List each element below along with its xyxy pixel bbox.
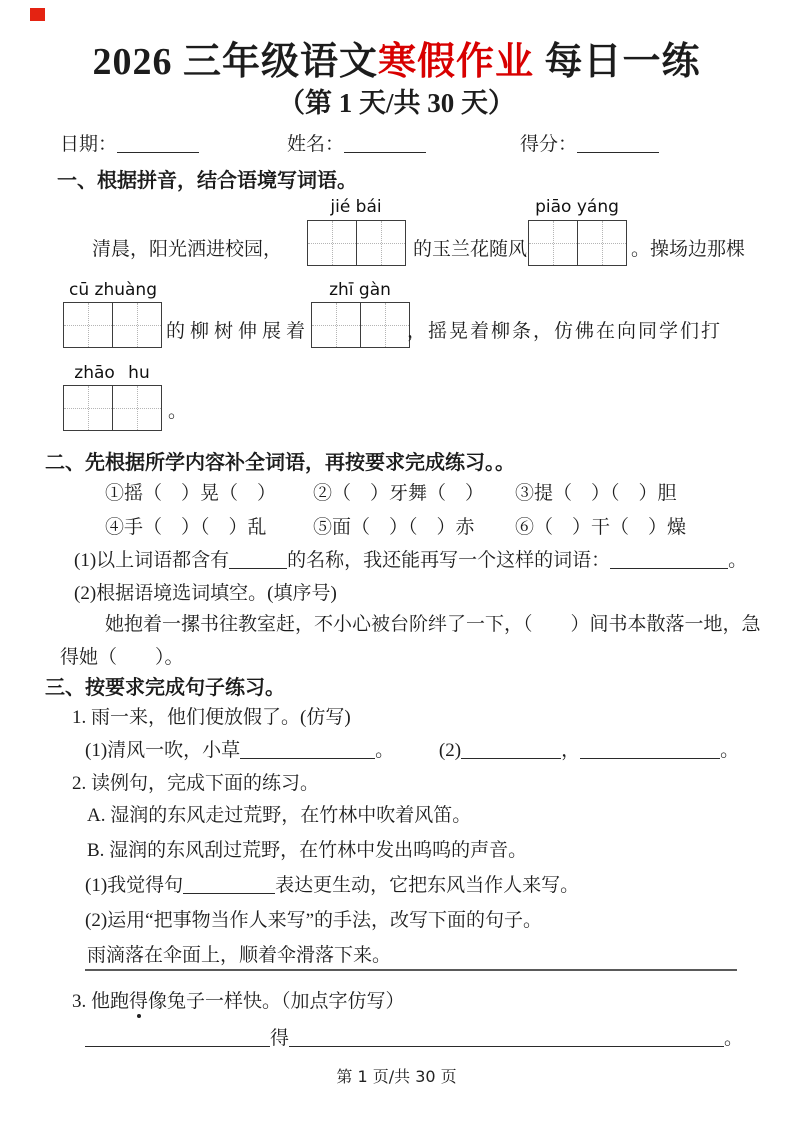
s3-q3-pre: 3. 他跑 xyxy=(72,991,130,1012)
word-item-5: ⑤面（ ）（ ）赤 xyxy=(313,517,475,538)
section2-heading: 二、先根据所学内容补全词语，再按要求完成练习。。 xyxy=(45,452,515,474)
pinyin-label-zhigan: zhī gàn xyxy=(329,280,391,300)
section3-heading: 三、按要求完成句子练习。 xyxy=(45,677,285,699)
pinyin-label-piaoyang: piāo yáng xyxy=(535,197,619,217)
name-label: 姓名： xyxy=(287,134,345,155)
word-item-2: ②（ ）牙舞（ ） xyxy=(313,483,485,504)
writing-grid-zhigan[interactable] xyxy=(311,302,410,348)
word-item-3: ③提（ ）（ ）胆 xyxy=(515,483,677,504)
date-field xyxy=(60,129,199,156)
score-label: 得分： xyxy=(520,134,578,155)
date-label: 日期： xyxy=(60,134,118,155)
word-item-6: ⑥（ ）干（ ）燥 xyxy=(515,517,687,538)
s3-q2-sub2: (2)运用“把事物当作人来写”的手法，改写下面的句子。 xyxy=(85,910,543,931)
score-input-line[interactable] xyxy=(577,136,659,153)
s3-q1b-pre: (2) xyxy=(438,740,462,761)
s3-q2-sub1 xyxy=(85,870,579,897)
s3-q1-answer-row xyxy=(85,735,739,762)
pinyin-label-jiebai: jié bái xyxy=(330,197,382,217)
s3-q2-answer-line[interactable] xyxy=(85,969,737,971)
date-input-line[interactable] xyxy=(117,136,199,153)
word-item-4: ④手（ ）（ ）乱 xyxy=(105,517,267,538)
s3-q1a-group xyxy=(85,740,394,761)
s3-q2-sub1-pre: (1)我觉得句 xyxy=(85,875,184,896)
s1-line2-text1: 的柳树伸展着 xyxy=(166,321,311,342)
s3-question3 xyxy=(72,986,405,1013)
s3-q2-source-sentence: 雨滴落在伞面上，顺着伞滑落下来。 xyxy=(87,945,392,966)
s1-line2-text2: ，摇晃着柳条，仿佛在向同学们打 xyxy=(407,321,723,342)
s3-q1b-end: 。 xyxy=(720,740,740,761)
page-number: 第 1 页/共 30 页 xyxy=(336,1067,457,1086)
s3-question1: 1. 雨一来，他们便放假了。(仿写) xyxy=(72,707,351,728)
s3-q2-sub1-post: 表达更生动，它把东风当作人来写。 xyxy=(275,875,580,896)
page-subtitle: （第 1 天/共 30 天） xyxy=(277,88,515,118)
corner-marker xyxy=(30,8,45,21)
page-title xyxy=(0,30,793,85)
s3-q1a-pre: (1)清风一吹，小草 xyxy=(85,740,241,761)
s1-line1-text1: 清晨，阳光洒进校园， xyxy=(92,239,283,260)
pinyin-label-cuzhuang: cū zhuàng xyxy=(69,280,157,300)
s3-q1b-group xyxy=(439,740,739,761)
s2-q1-blank2[interactable] xyxy=(610,552,728,569)
s3-q1b-comma: ， xyxy=(561,740,581,761)
s2-question1 xyxy=(74,545,747,572)
writing-grid-piaoyang[interactable] xyxy=(528,220,627,266)
s3-q2-sub1-blank[interactable] xyxy=(183,877,275,894)
s3-q3-end: 。 xyxy=(724,1028,744,1049)
s1-line1-text3: 。操场边那棵 xyxy=(631,239,746,260)
s3-q2-example-a: A. 湿润的东风走过荒野，在竹林中吹着风笛。 xyxy=(87,805,472,826)
s3-q3-post: 像兔子一样快。（加点字仿写） xyxy=(148,991,405,1012)
s2-question2: (2)根据语境选词填空。(填序号) xyxy=(74,583,337,604)
s3-q1b-blank1[interactable] xyxy=(461,742,561,759)
name-field xyxy=(287,129,426,156)
pinyin-label-zhaohu: zhāo hu xyxy=(74,363,150,383)
word-item-1: ①摇（ ）晃（ ） xyxy=(105,483,277,504)
name-input-line[interactable] xyxy=(344,136,426,153)
s3-q3-blank1[interactable] xyxy=(85,1030,270,1047)
s3-q3-dotted-char: 得 xyxy=(129,986,148,1013)
s3-q1b-blank2[interactable] xyxy=(580,742,720,759)
score-field xyxy=(520,129,659,156)
s3-q3-answer-row xyxy=(85,1023,743,1050)
s2-q2-sentence-line1: 她抱着一摞书往教室赶，不小心被台阶绊了一下，（ ）间书本散落一地，急 xyxy=(105,614,761,635)
writing-grid-cuzhuang[interactable] xyxy=(63,302,162,348)
title-highlight: 寒假作业 xyxy=(377,41,534,83)
s3-q2-example-b: B. 湿润的东风刮过荒野，在竹林中发出呜呜的声音。 xyxy=(87,840,528,861)
s3-q1a-blank[interactable] xyxy=(240,742,375,759)
s3-q1a-end: 。 xyxy=(375,740,395,761)
s3-question2: 2. 读例句，完成下面的练习。 xyxy=(72,773,320,794)
s3-q3-mid: 得 xyxy=(270,1028,290,1049)
s1-line1-text2: 的玉兰花随风 xyxy=(413,239,528,260)
s2-q2-sentence-line2: 得她（ ）。 xyxy=(60,647,184,668)
writing-grid-jiebai[interactable] xyxy=(307,220,406,266)
s1-line3-period: 。 xyxy=(168,401,188,422)
s2-q1-blank1[interactable] xyxy=(229,552,287,569)
s2-q1-pre: (1)以上词语都含有 xyxy=(74,550,230,571)
title-part1: 2026 三年级语文 xyxy=(92,41,378,83)
writing-grid-zhaohu[interactable] xyxy=(63,385,162,431)
s2-q1-end: 。 xyxy=(728,550,748,571)
s2-q1-mid: 的名称，我还能再写一个这样的词语： xyxy=(287,550,611,571)
section1-heading: 一、根据拼音，结合语境写词语。 xyxy=(57,170,357,192)
s3-q3-blank2[interactable] xyxy=(289,1030,724,1047)
title-part2: 每日一练 xyxy=(534,41,701,83)
